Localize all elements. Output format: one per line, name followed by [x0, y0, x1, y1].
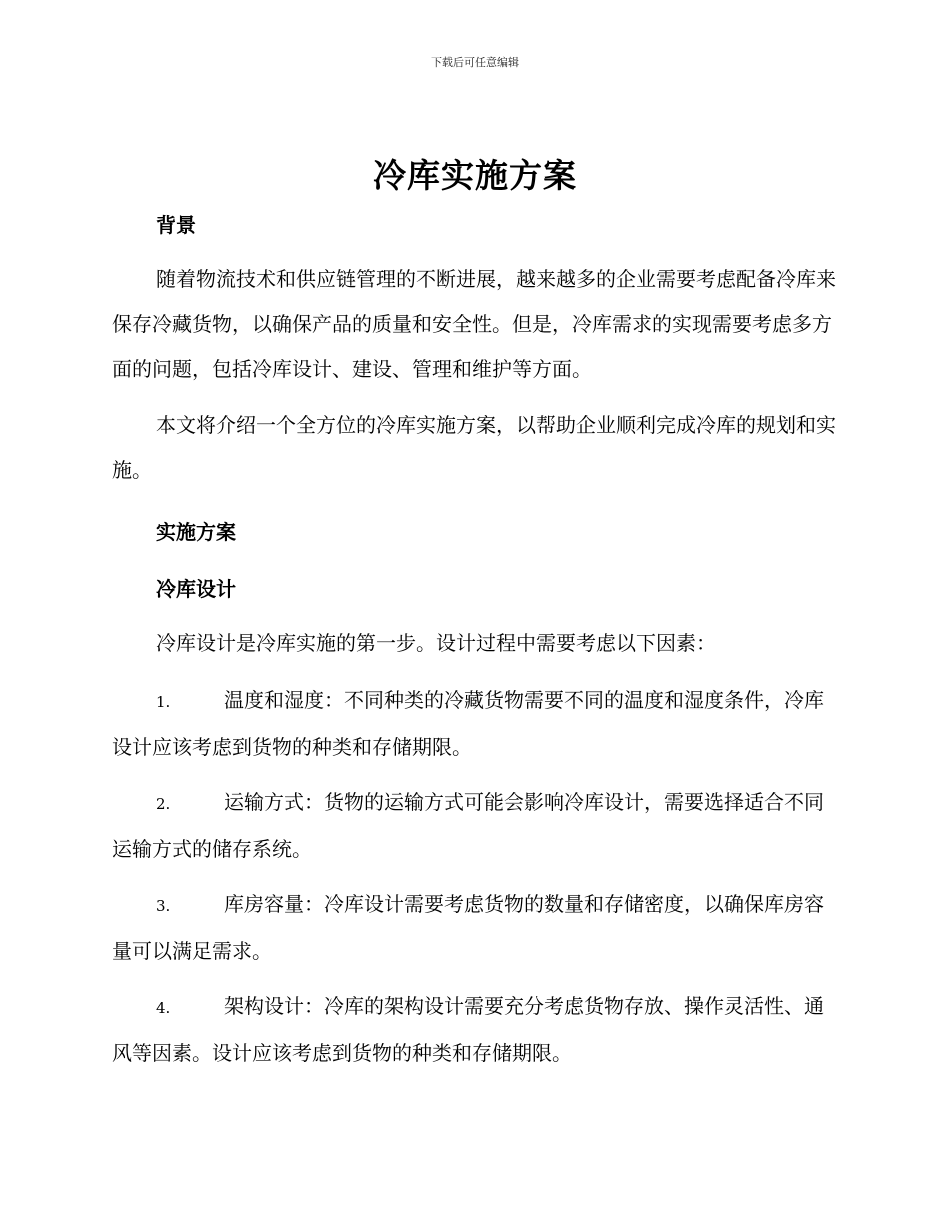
- heading-background: 背景: [156, 213, 196, 237]
- list-item-3: [112, 882, 836, 974]
- list-item-1: [112, 678, 836, 770]
- paragraph-text: 随着物流技术和供应链管理的不断进展，越来越多的企业需要考虑配备冷库来保存冷藏货物，以确保产品的质量和安全性。但是，冷库需求的实现需要考虑多方面的问题，包括冷库设计、建设、管理和维护等方面。: [112, 267, 836, 381]
- list-number: 4.: [156, 999, 171, 1017]
- page-header-note: 下载后可任意编辑: [431, 56, 519, 69]
- heading-plan: 实施方案: [156, 520, 236, 544]
- paragraph-background-1: [112, 257, 836, 392]
- document-title: 冷库实施方案: [373, 156, 577, 195]
- heading-design: 冷库设计: [156, 577, 236, 601]
- paragraph-design-intro: [112, 621, 836, 666]
- list-number: 2.: [156, 795, 171, 813]
- list-text: 运输方式：货物的运输方式可能会影响冷库设计，需要选择适合不同运输方式的储存系统。: [112, 790, 824, 861]
- paragraph-text: 冷库设计是冷库实施的第一步。设计过程中需要考虑以下因素：: [156, 631, 716, 655]
- list-item-2: [112, 780, 836, 872]
- list-number: 3.: [156, 897, 171, 915]
- list-text: 架构设计：冷库的架构设计需要充分考虑货物存放、操作灵活性、通风等因素。设计应该考虑到货物的种类和存储期限。: [112, 994, 824, 1065]
- list-item-4: [112, 984, 836, 1076]
- paragraph-background-2: [112, 403, 836, 493]
- list-number: 1.: [156, 693, 171, 711]
- list-text: 库房容量：冷库设计需要考虑货物的数量和存储密度，以确保库房容量可以满足需求。: [112, 892, 824, 963]
- list-text: 温度和湿度：不同种类的冷藏货物需要不同的温度和湿度条件，冷库设计应该考虑到货物的种类和存储期限。: [112, 688, 824, 759]
- paragraph-text: 本文将介绍一个全方位的冷库实施方案，以帮助企业顺利完成冷库的规划和实施。: [112, 413, 836, 482]
